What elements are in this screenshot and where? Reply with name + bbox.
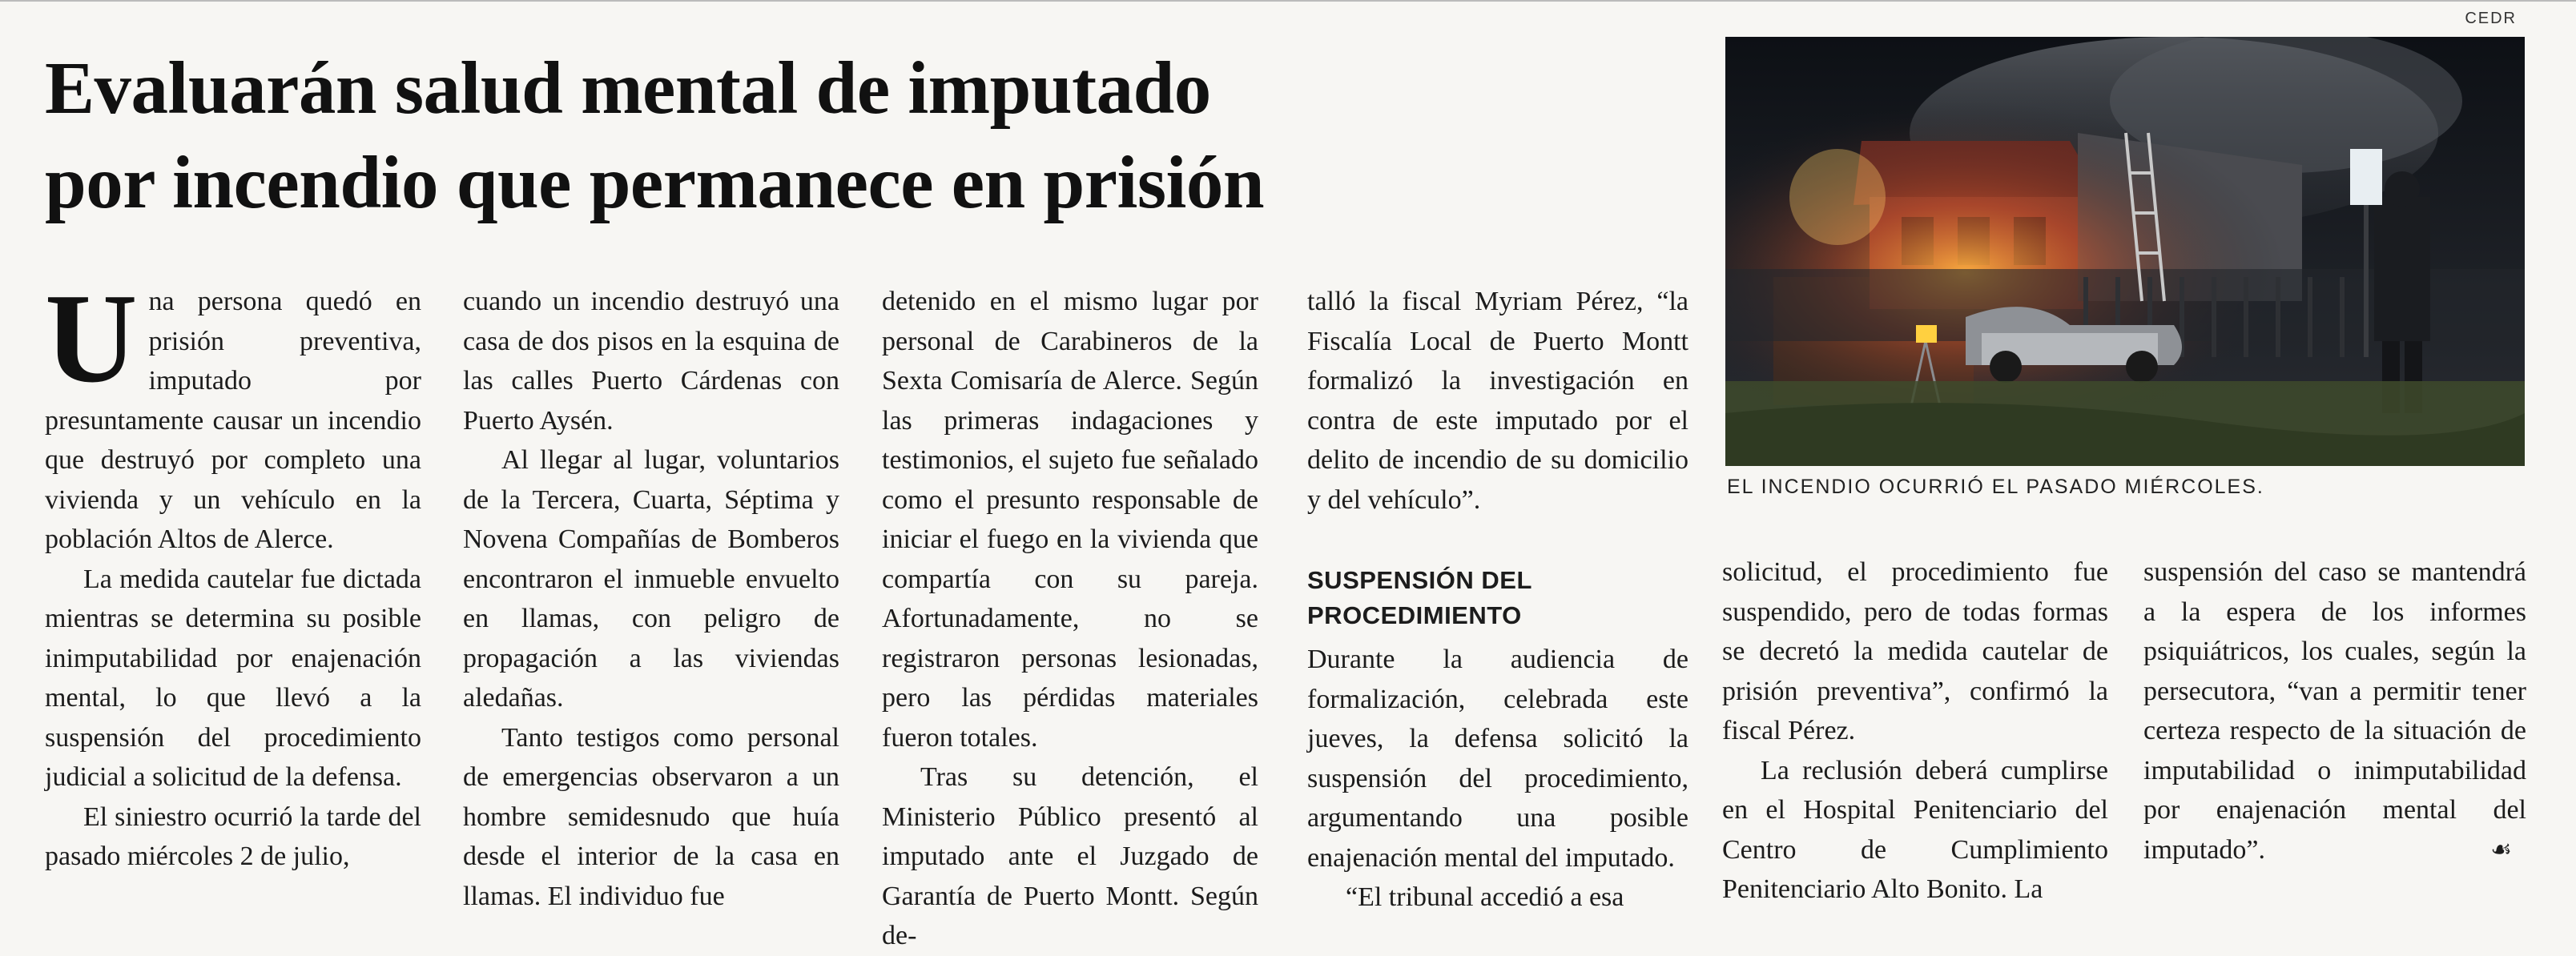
paragraph: Tanto testigos como personal de emergencias observaron a un hombre semidesnudo que huía desde el interior de la casa en llamas. El individuo fue xyxy=(463,722,839,911)
article-headline xyxy=(45,42,1695,231)
article-column-6 xyxy=(2143,552,2526,870)
paragraph: Tras su detención, el Ministerio Público presentó al imputado ante el Juzgado de Garantía de Puerto Montt. Según de- xyxy=(882,762,1258,950)
paragraph: La medida cautelar fue dictada mientras se determina su posible inimputabilidad por enajenación mental, lo que llevó a la suspensión del procedimiento judicial a solicitud de la defensa. xyxy=(45,564,421,792)
subhead-line-1: SUSPENSIÓN DEL xyxy=(1307,566,1532,594)
top-rule xyxy=(0,0,2576,2)
article-column-1 xyxy=(45,267,421,877)
end-mark-icon: ☙ xyxy=(2490,835,2512,864)
lead-text: na persona quedó en prisión preventiva, imputado por presuntamente causar un incendio que destruyó por completo una vivienda y un vehículo en la población Altos de Alerce. xyxy=(45,287,421,554)
paragraph: El siniestro ocurrió la tarde del pasado miércoles 2 de julio, xyxy=(45,801,421,871)
drop-cap: U xyxy=(45,267,138,409)
headline-line-2: por incendio que permanece en prisión xyxy=(45,142,1265,224)
article-column-2 xyxy=(463,282,839,916)
paragraph: talló la fiscal Myriam Pérez, “la Fiscalía Local de Puerto Montt formalizó la investigación en contra de este imputado por el delito de incendio de su domicilio y del vehículo”. xyxy=(1307,287,1688,515)
photo-caption: EL INCENDIO OCURRIÓ EL PASADO MIÉRCOLES. xyxy=(1727,476,2264,498)
paragraph: Durante la audiencia de formalización, celebrada este jueves, la defensa solicitó la suspensión del procedimiento, argumentando una posible enajenación mental del imputado. xyxy=(1307,645,1688,873)
article-photo xyxy=(1725,37,2525,466)
photo-credit: CEDR xyxy=(2465,10,2517,27)
paragraph: Al llegar al lugar, voluntarios de la Tercera, Cuarta, Séptima y Novena Compañías de Bomberos encontraron el inmueble envuelto en llamas, con peligro de propagación a las viviendas aledañas. xyxy=(463,445,839,713)
fire-scene-illustration xyxy=(1725,37,2525,466)
paragraph xyxy=(2143,552,2526,870)
headline-line-1: Evaluarán salud mental de imputado xyxy=(45,47,1211,130)
closing-text: suspensión del caso se mantendrá a la espera de los informes psiquiátricos, los cuales, según la persecutora, “van a permitir tener certeza respecto de la situación de imputabilidad o inimputabilidad por enajenación mental del imputado”. xyxy=(2143,557,2526,865)
section-subhead xyxy=(1307,563,1688,633)
paragraph: solicitud, el procedimiento fue suspendido, pero de todas formas se decretó la medida cautelar de prisión preventiva”, confirmó la fiscal Pérez. xyxy=(1722,557,2108,745)
paragraph: detenido en el mismo lugar por personal de Carabineros de la Sexta Comisaría de Alerce. Según las primeras indagaciones y testimonios, el sujeto fue señalado como el presunto responsable de iniciar el fuego en la vivienda que compartía con su pareja. Afortunadamente, no se registraron personas lesionadas, pero las pérdidas materiales fueron totales. xyxy=(882,287,1258,753)
article-column-3 xyxy=(882,282,1258,956)
lead-paragraph xyxy=(45,267,421,560)
article-column-4 xyxy=(1307,282,1688,918)
paragraph: La reclusión deberá cumplirse en el Hospital Penitenciario del Centro de Cumplimiento Penitenciario Alto Bonito. La xyxy=(1722,755,2108,904)
subhead-line-2: PROCEDIMIENTO xyxy=(1307,601,1522,629)
article-column-5 xyxy=(1722,552,2108,910)
paragraph: “El tribunal accedió a esa xyxy=(1346,882,1624,912)
paragraph: cuando un incendio destruyó una casa de dos pisos en la esquina de las calles Puerto Cárdenas con Puerto Aysén. xyxy=(463,287,839,436)
